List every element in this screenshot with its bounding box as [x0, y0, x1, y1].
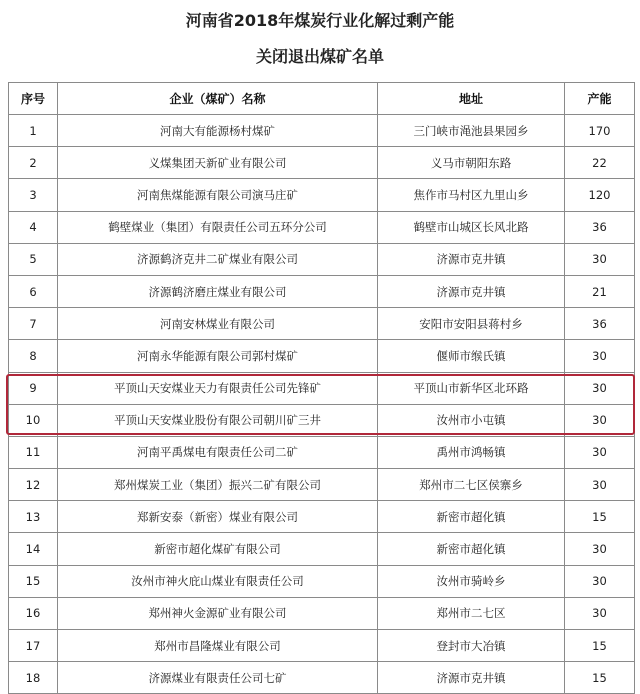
table-row: [9, 436, 635, 468]
table-row: [9, 308, 635, 340]
row-index: 9: [9, 372, 58, 404]
table-row: [9, 597, 635, 629]
row-name: 济源鹤济磨庄煤业有限公司: [58, 275, 378, 307]
row-address: 济源市克井镇: [378, 662, 565, 694]
table-row: [9, 501, 635, 533]
row-index: 12: [9, 469, 58, 501]
row-address: 济源市克井镇: [378, 275, 565, 307]
table-row: [9, 372, 635, 404]
row-name: 河南大有能源杨村煤矿: [58, 115, 378, 147]
row-address: 郑州市二七区侯寨乡: [378, 469, 565, 501]
row-address: 郑州市二七区: [378, 597, 565, 629]
row-name: 河南安林煤业有限公司: [58, 308, 378, 340]
row-name: 郑州神火金源矿业有限公司: [58, 597, 378, 629]
row-name: 济源煤业有限责任公司七矿: [58, 662, 378, 694]
row-address: 偃师市缑氏镇: [378, 340, 565, 372]
row-capacity: 30: [565, 372, 635, 404]
row-capacity: 15: [565, 501, 635, 533]
row-name: 河南平禹煤电有限责任公司二矿: [58, 436, 378, 468]
row-index: 14: [9, 533, 58, 565]
row-address: 济源市克井镇: [378, 243, 565, 275]
row-name: 济源鹤济克井二矿煤业有限公司: [58, 243, 378, 275]
table-row: [9, 275, 635, 307]
row-capacity: 21: [565, 275, 635, 307]
row-index: 17: [9, 630, 58, 662]
row-name: 汝州市神火庇山煤业有限责任公司: [58, 565, 378, 597]
row-name: 义煤集团天新矿业有限公司: [58, 147, 378, 179]
row-address: 三门峡市渑池县果园乡: [378, 115, 565, 147]
row-address: 义马市朝阳东路: [378, 147, 565, 179]
row-capacity: 30: [565, 597, 635, 629]
row-name: 鹤壁煤业（集团）有限责任公司五环分公司: [58, 211, 378, 243]
row-name: 河南永华能源有限公司郭村煤矿: [58, 340, 378, 372]
row-name: 郑州市昌隆煤业有限公司: [58, 630, 378, 662]
row-name: 平顶山天安煤业股份有限公司朝川矿三井: [58, 404, 378, 436]
header-address: 地址: [378, 83, 565, 115]
row-capacity: 170: [565, 115, 635, 147]
header-name: 企业（煤矿）名称: [58, 83, 378, 115]
row-index: 6: [9, 275, 58, 307]
row-capacity: 30: [565, 533, 635, 565]
row-address: 新密市超化镇: [378, 501, 565, 533]
row-index: 15: [9, 565, 58, 597]
row-address: 安阳市安阳县蒋村乡: [378, 308, 565, 340]
row-address: 汝州市骑岭乡: [378, 565, 565, 597]
row-index: 8: [9, 340, 58, 372]
row-index: 4: [9, 211, 58, 243]
row-name: 新密市超化煤矿有限公司: [58, 533, 378, 565]
row-index: 2: [9, 147, 58, 179]
row-capacity: 30: [565, 340, 635, 372]
row-capacity: 30: [565, 436, 635, 468]
row-index: 18: [9, 662, 58, 694]
row-address: 焦作市马村区九里山乡: [378, 179, 565, 211]
row-address: 汝州市小屯镇: [378, 404, 565, 436]
table-row: [9, 565, 635, 597]
row-capacity: 30: [565, 565, 635, 597]
row-name: 郑州煤炭工业（集团）振兴二矿有限公司: [58, 469, 378, 501]
table-row: [9, 115, 635, 147]
row-index: 11: [9, 436, 58, 468]
table-row: [9, 211, 635, 243]
table-row: [9, 630, 635, 662]
row-capacity: 15: [565, 630, 635, 662]
row-name: 河南焦煤能源有限公司演马庄矿: [58, 179, 378, 211]
table-row: [9, 404, 635, 436]
row-index: 1: [9, 115, 58, 147]
row-index: 7: [9, 308, 58, 340]
row-capacity: 30: [565, 469, 635, 501]
table-row: [9, 340, 635, 372]
header-capacity: 产能: [565, 83, 635, 115]
row-capacity: 15: [565, 662, 635, 694]
row-capacity: 30: [565, 404, 635, 436]
table-body: [9, 115, 635, 694]
row-capacity: 30: [565, 243, 635, 275]
document-subtitle: 关闭退出煤矿名单: [255, 47, 384, 66]
row-address: 登封市大冶镇: [378, 630, 565, 662]
row-capacity: 120: [565, 179, 635, 211]
table-row: [9, 469, 635, 501]
row-name: 郑新安泰（新密）煤业有限公司: [58, 501, 378, 533]
row-capacity: 36: [565, 308, 635, 340]
header-index: 序号: [9, 83, 58, 115]
row-address: 鹤壁市山城区长风北路: [378, 211, 565, 243]
table-header-row: [9, 83, 635, 115]
row-name: 平顶山天安煤业天力有限责任公司先锋矿: [58, 372, 378, 404]
table-row: [9, 179, 635, 211]
document-title: 河南省2018年煤炭行业化解过剩产能: [185, 11, 455, 30]
row-index: 3: [9, 179, 58, 211]
table-row: [9, 147, 635, 179]
table-row: [9, 533, 635, 565]
row-capacity: 36: [565, 211, 635, 243]
row-address: 新密市超化镇: [378, 533, 565, 565]
row-index: 13: [9, 501, 58, 533]
mine-closure-table: [8, 82, 635, 694]
table-row: [9, 662, 635, 694]
row-index: 10: [9, 404, 58, 436]
row-index: 16: [9, 597, 58, 629]
row-index: 5: [9, 243, 58, 275]
table-row: [9, 243, 635, 275]
row-address: 禹州市鸿畅镇: [378, 436, 565, 468]
row-capacity: 22: [565, 147, 635, 179]
row-address: 平顶山市新华区北环路: [378, 372, 565, 404]
